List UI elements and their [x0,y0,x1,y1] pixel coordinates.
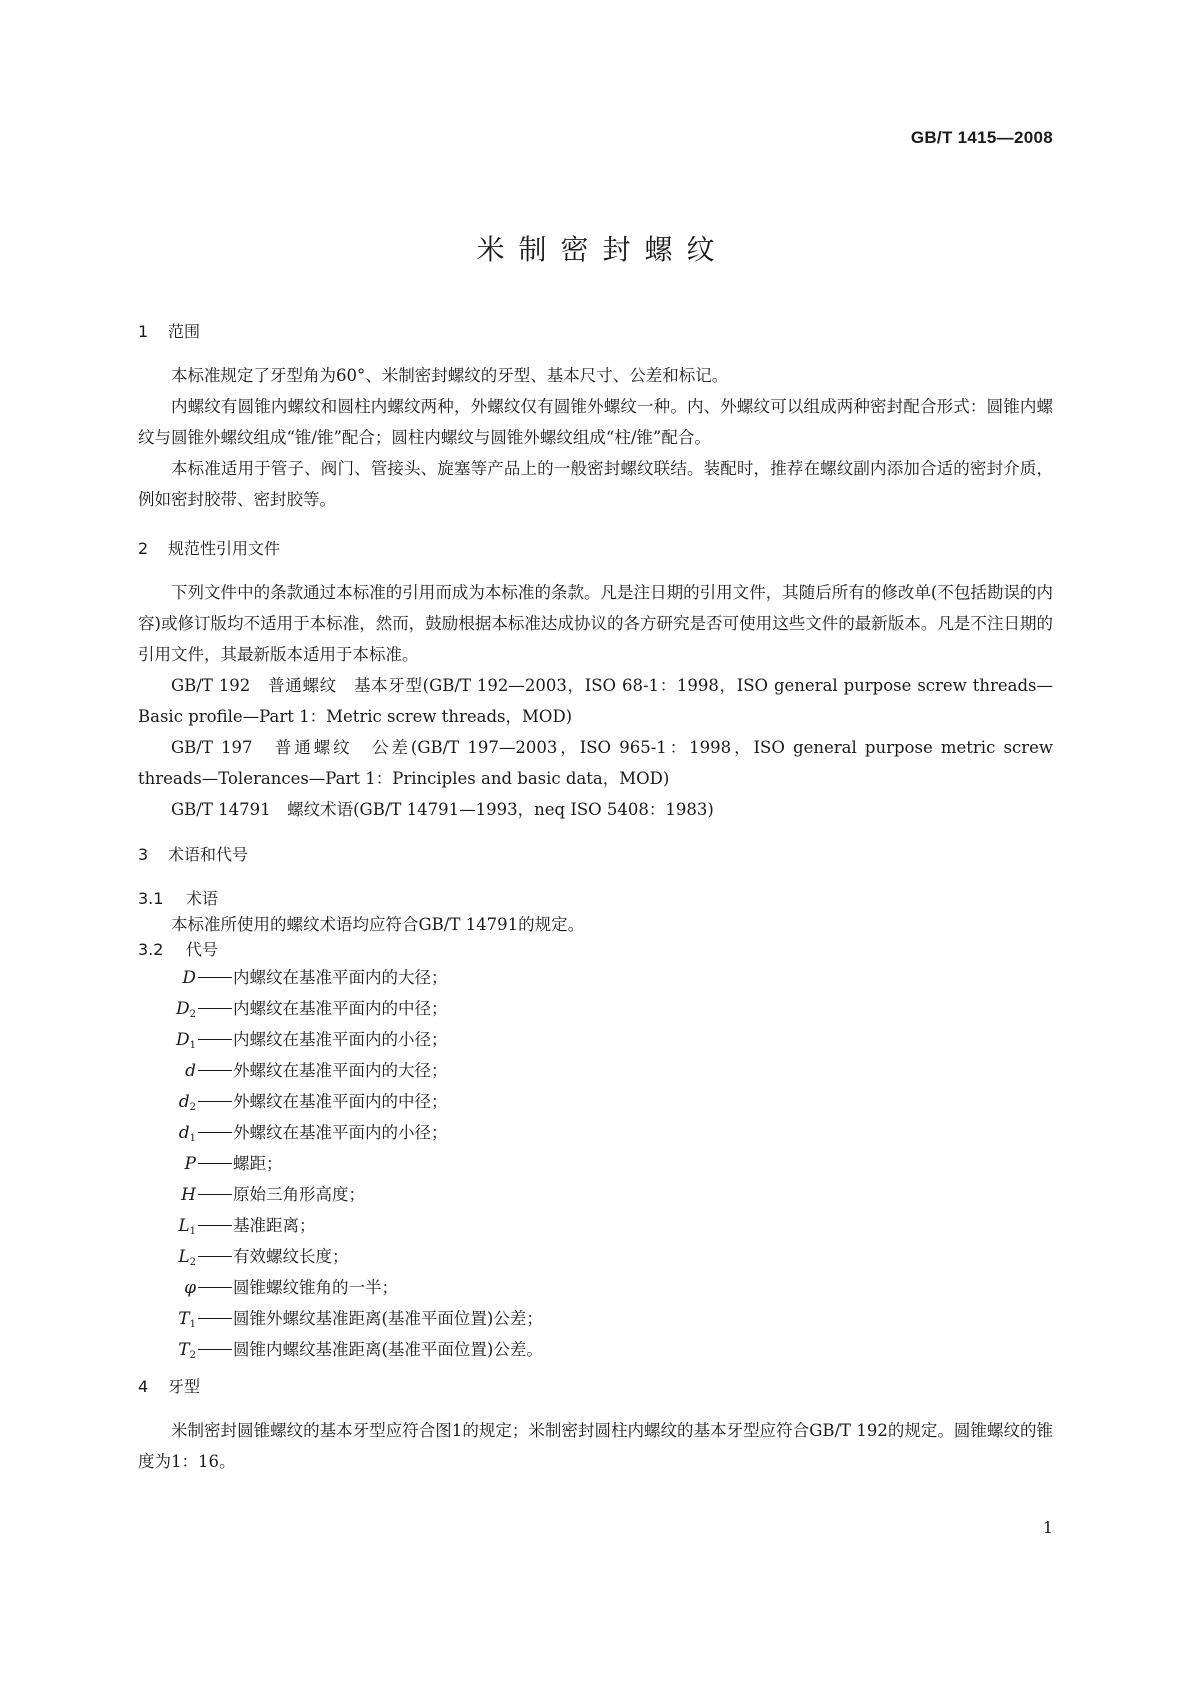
standard-code: GB/T 1415—2008 [910,128,1053,147]
symbol-letter: φ [184,1278,196,1298]
symbol-row [138,1179,1053,1210]
symbol-row [138,1024,1053,1055]
symbol-subscript: 2 [189,1257,196,1268]
symbol-subscript: 1 [189,1133,196,1144]
symbol-letter: $d_1$ [178,1123,196,1144]
section-title: 规范性引用文件 [168,539,281,558]
subsection-heading-3-1 [138,889,1053,909]
em-dash-rule [198,1132,232,1133]
em-dash-rule [198,1008,232,1009]
symbol-description: 螺距； [233,1154,283,1173]
symbol-list [138,962,1053,1365]
em-dash-rule [198,977,232,978]
symbol-subscript: 2 [189,1009,196,1020]
symbol-row [138,1086,1053,1117]
document-title: 米制密封螺纹 [476,233,729,266]
symbol-description: 内螺纹在基准平面内的小径； [233,1030,448,1049]
symbol-subscript: 1 [189,1319,196,1330]
symbol-letter: $L_1$ [178,1216,196,1237]
subsection-number: 3.1 [138,889,164,908]
symbol-description: 有效螺纹长度； [233,1247,349,1266]
symbol-description: 外螺纹在基准平面内的小径； [233,1123,448,1142]
section-number: 3 [138,845,149,864]
symbol-letter: H [181,1185,196,1205]
symbol-row [138,1334,1053,1365]
paragraph: 米制密封圆锥螺纹的基本牙型应符合图1的规定；米制密封圆柱内螺纹的基本牙型应符合GB/T 192的规定。圆锥螺纹的锥度为1：16。 [138,1421,1053,1471]
symbol-description: 圆锥螺纹锥角的一半； [233,1278,398,1297]
em-dash-rule [198,1039,232,1040]
paragraph: 本标准所使用的螺纹术语均应符合GB/T 14791的规定。 [171,915,585,934]
symbol-letter: $T_2$ [178,1340,196,1361]
symbol-row [138,1272,1053,1303]
em-dash-rule [198,1101,232,1102]
symbol-description: 基准距离； [233,1216,316,1235]
symbol-row [138,962,1053,993]
symbol-letter: d [185,1061,196,1081]
em-dash-rule [198,1349,232,1350]
symbol-description: 原始三角形高度； [233,1185,365,1204]
em-dash-rule [198,1318,232,1319]
symbol-description: 外螺纹在基准平面内的中径； [233,1092,448,1111]
symbol-letter: P [184,1154,196,1174]
symbol-description: 内螺纹在基准平面内的大径； [233,968,448,987]
symbol-description: 内螺纹在基准平面内的中径； [233,999,448,1018]
paragraph: 内螺纹有圆锥内螺纹和圆柱内螺纹两种，外螺纹仅有圆锥外螺纹一种。内、外螺纹可以组成两种密封配合形式：圆锥内螺纹与圆锥外螺纹组成“锥/锥”配合；圆柱内螺纹与圆锥外螺纹组成“柱/锥”配合。 [138,397,1053,447]
symbol-subscript: 1 [189,1226,196,1237]
symbol-subscript: 1 [189,1040,196,1051]
symbol-description: 圆锥外螺纹基准距离(基准平面位置)公差； [233,1309,543,1328]
subsection-heading-3-2 [138,940,1053,960]
em-dash-rule [198,1256,232,1257]
symbol-letter: $D_1$ [175,1030,196,1051]
paragraph: 下列文件中的条款通过本标准的引用而成为本标准的条款。凡是注日期的引用文件，其随后所有的修改单(不包括勘误的内容)或修订版均不适用于本标准，然而，鼓励根据本标准达成协议的各方研究是否可使用这些文件的最新版本。凡是不注日期的引用文件，其最新版本适用于本标准。 [138,583,1053,664]
document-body [138,322,1053,1477]
em-dash-rule [198,1194,232,1195]
section-heading-4 [138,1377,1053,1397]
section-title: 范围 [168,322,201,341]
normative-reference: GB/T 14791 螺纹术语(GB/T 14791—1993，neq ISO 5408：1983) [171,800,714,819]
paragraph: 本标准适用于管子、阀门、管接头、旋塞等产品上的一般密封螺纹联结。装配时，推荐在螺纹副内添加合适的密封介质，例如密封胶带、密封胶等。 [138,459,1053,509]
section-number: 4 [138,1377,149,1396]
em-dash-rule [198,1163,232,1164]
em-dash-rule [198,1225,232,1226]
symbol-row [138,1303,1053,1334]
subsection-title: 代号 [186,940,219,959]
symbol-letter: D [182,968,196,988]
symbol-subscript: 2 [189,1350,196,1361]
section-heading-3 [138,845,1053,865]
symbol-letter: $D_2$ [175,999,196,1020]
section-heading-2 [138,539,1053,559]
symbol-row [138,1241,1053,1272]
symbol-description: 外螺纹在基准平面内的大径； [233,1061,448,1080]
paragraph: 本标准规定了牙型角为60°、米制密封螺纹的牙型、基本尺寸、公差和标记。 [171,366,729,385]
symbol-subscript: 2 [189,1102,196,1113]
section-heading-1 [138,322,1053,342]
symbol-row [138,1148,1053,1179]
normative-reference: GB/T 197 普通螺纹 公差(GB/T 197—2003，ISO 965-1：1998，ISO general purpose metric screw threads—Tolerances—Part 1：Principles and basic data，MOD) [138,738,1053,788]
section-number: 1 [138,322,149,341]
symbol-letter: $d_2$ [178,1092,196,1113]
section-number: 2 [138,539,149,558]
subsection-title: 术语 [186,889,219,908]
symbol-row [138,1055,1053,1086]
symbol-letter: $L_2$ [178,1247,196,1268]
symbol-row [138,993,1053,1024]
symbol-description: 圆锥内螺纹基准距离(基准平面位置)公差。 [233,1340,543,1359]
em-dash-rule [198,1287,232,1288]
page-number: 1 [1042,1518,1053,1537]
section-title: 牙型 [168,1377,201,1396]
symbol-row [138,1117,1053,1148]
normative-reference: GB/T 192 普通螺纹 基本牙型(GB/T 192—2003，ISO 68-1：1998，ISO general purpose screw threads—Basic profile—Part 1：Metric screw threads，MOD) [138,676,1053,726]
section-title: 术语和代号 [168,845,249,864]
em-dash-rule [198,1070,232,1071]
symbol-row [138,1210,1053,1241]
symbol-letter: $T_1$ [178,1309,196,1330]
subsection-number: 3.2 [138,940,164,959]
